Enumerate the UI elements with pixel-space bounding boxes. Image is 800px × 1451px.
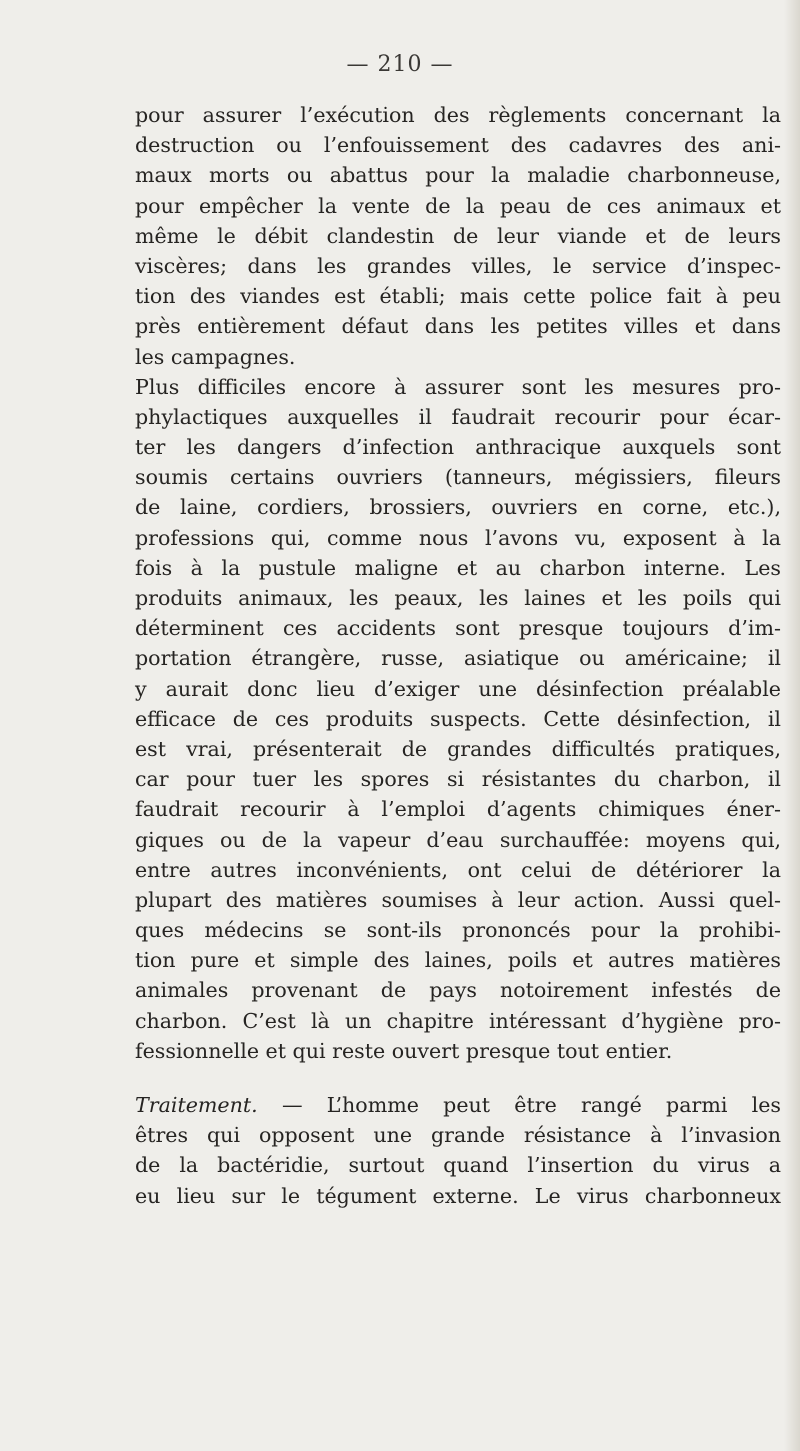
text-line: soumis certains ouvriers (tanneurs, mégissiers, fileurs <box>135 465 781 490</box>
text-line: près entièrement défaut dans les petites villes et dans <box>135 314 781 339</box>
text-line: ques médecins se sont-ils prononcés pour la prohibi- <box>135 918 781 943</box>
text-line: déterminent ces accidents sont presque toujours d’im- <box>135 616 781 641</box>
text-line: les campagnes. <box>135 344 296 369</box>
text-line: fois à la pustule maligne et au charbon interne. Les <box>135 555 781 580</box>
text-line: plupart des matières soumises à leur action. Aussi quel- <box>135 887 781 912</box>
text-line: professions qui, comme nous l’avons vu, exposent à la <box>135 525 781 550</box>
text-line: entre autres inconvénients, ont celui de détériorer la <box>135 857 781 882</box>
text-line: pour empêcher la vente de la peau de ces animaux et <box>135 193 781 218</box>
page-edge-shadow <box>784 0 800 1451</box>
text-line: destruction ou l’enfouissement des cadavres des ani- <box>135 133 781 158</box>
heading-continuation: — L’homme peut être rangé parmi les <box>257 1093 781 1117</box>
text-line: y aurait donc lieu d’exiger une désinfection préalable <box>135 676 781 701</box>
text-line: faudrait recourir à l’emploi d’agents chimiques éner- <box>135 797 781 822</box>
text-line: efficace de ces produits suspects. Cette désinfection, il <box>135 706 781 731</box>
text-line: même le débit clandestin de leur viande et de leurs <box>135 223 781 248</box>
paragraph-1 <box>135 100 781 372</box>
text-line: de la bactéridie, surtout quand l’insertion du virus a <box>135 1153 781 1178</box>
text-line: car pour tuer les spores si résistantes du charbon, il <box>135 767 781 792</box>
paragraph-3 <box>135 1090 781 1211</box>
text-line: pour assurer l’exécution des règlements concernant la <box>135 103 781 127</box>
paragraph-2 <box>135 372 781 1066</box>
text-line: produits animaux, les peaux, les laines et les poils qui <box>135 586 781 610</box>
text-line: êtres qui opposent une grande résistance à l’invasion <box>135 1123 781 1148</box>
text-line: phylactiques auxquelles il faudrait recourir pour écar- <box>135 404 781 429</box>
section-heading: Traitement. <box>135 1093 258 1117</box>
text-line: portation étrangère, russe, asiatique ou américaine; il <box>135 646 781 671</box>
page-number: — 210 — <box>346 52 454 77</box>
text-line: charbon. C’est là un chapitre intéressant d’hygiène pro- <box>135 1008 781 1033</box>
page-body <box>135 100 781 1211</box>
text-line: Plus difficiles encore à assurer sont les mesures pro- <box>135 374 781 399</box>
text-line <box>135 1090 781 1120</box>
text-line: de laine, cordiers, brossiers, ouvriers en corne, etc.), <box>135 495 781 520</box>
text-line: tion des viandes est établi; mais cette police fait à peu <box>135 284 781 309</box>
text-line: giques ou de la vapeur d’eau surchauffée: moyens qui, <box>135 827 781 852</box>
text-line: ter les dangers d’infection anthracique auxquels sont <box>135 435 781 460</box>
paragraph-spacer <box>135 1066 781 1090</box>
text-line: est vrai, présenterait de grandes difficultés pratiques, <box>135 736 781 761</box>
text-line: maux morts ou abattus pour la maladie charbonneuse, <box>135 163 781 188</box>
text-line: fessionnelle et qui reste ouvert presque tout entier. <box>135 1038 673 1063</box>
text-line: viscères; dans les grandes villes, le service d’inspec- <box>135 253 781 278</box>
text-line: eu lieu sur le tégument externe. Le virus charbonneux <box>135 1183 781 1208</box>
text-line: tion pure et simple des laines, poils et autres matières <box>135 948 781 973</box>
text-line: animales provenant de pays notoirement infestés de <box>135 978 781 1003</box>
